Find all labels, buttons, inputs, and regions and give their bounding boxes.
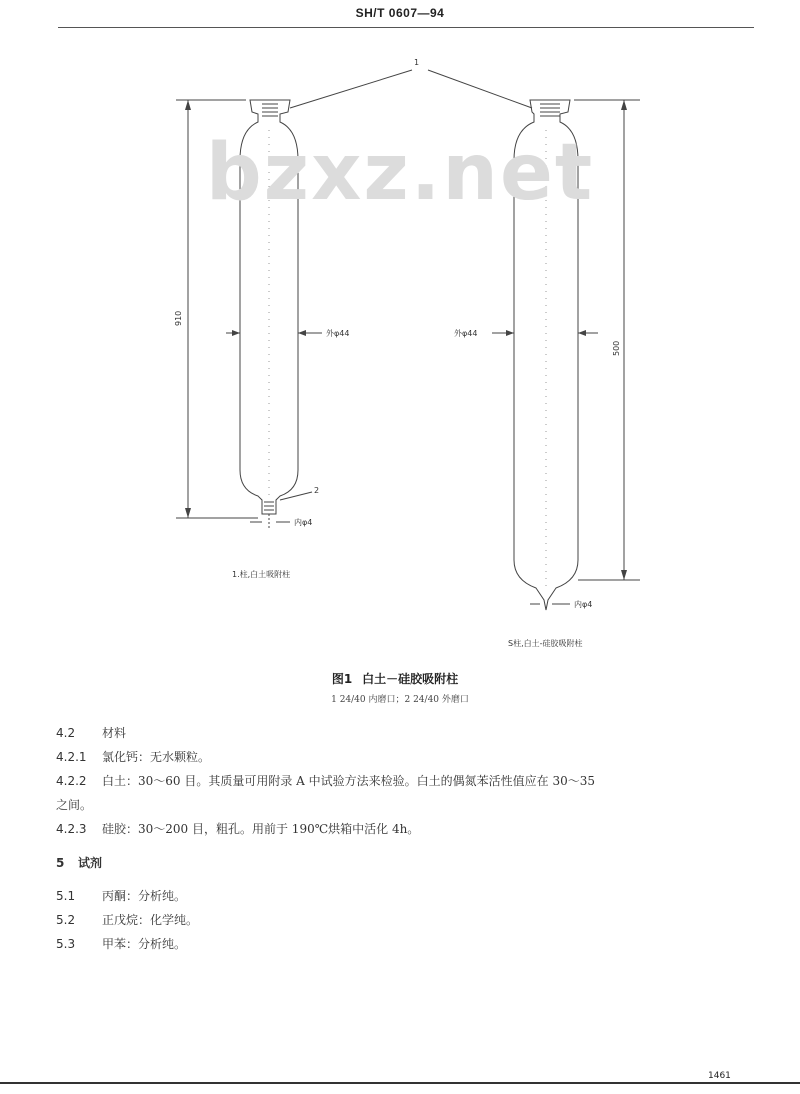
section-5-3	[56, 934, 756, 954]
callout-1-label: 1	[414, 58, 420, 67]
section-number: 4.2.3	[56, 822, 87, 836]
right-sub-caption: S柱,白土-硅胶吸附柱	[508, 639, 583, 648]
callout-2-label: 2	[314, 486, 320, 495]
right-outer-diameter: 外φ44	[454, 329, 478, 338]
footer-rule	[0, 1082, 800, 1084]
section-5-heading	[56, 853, 756, 873]
section-text: 正戊烷：化学纯。	[102, 913, 199, 927]
section-number: 4.2.1	[56, 750, 87, 764]
left-inner-diameter: 内φ4	[294, 518, 313, 527]
section-number: 5	[56, 856, 65, 870]
section-text: 丙酮：分析纯。	[102, 889, 187, 903]
section-text: 试剂	[78, 856, 103, 870]
section-5-1	[56, 886, 756, 906]
figure-title-text: 白土－硅胶吸附柱	[362, 672, 459, 686]
section-text: 氯化钙：无水颗粒。	[102, 750, 211, 764]
section-number: 5.1	[56, 889, 76, 903]
standard-code: SH/T 0607—94	[355, 6, 445, 20]
figure-title	[0, 670, 800, 687]
left-outer-diameter: 外φ44	[326, 329, 350, 338]
watermark: bzxz.net	[205, 128, 595, 218]
section-text: 硅胶：30～200 目，粗孔。用前于 190℃烘箱中活化 4h。	[102, 822, 420, 836]
figure-number: 图1	[331, 672, 353, 686]
section-text: 材料	[102, 726, 127, 740]
page-number: 1461	[708, 1071, 731, 1081]
left-height-dimension: 910	[174, 310, 183, 326]
section-5-2	[56, 910, 756, 930]
section-number: 5.2	[56, 913, 76, 927]
left-column-drawing	[176, 100, 322, 528]
section-4-2-2	[56, 771, 756, 791]
section-number: 5.3	[56, 937, 76, 951]
section-text: 白土：30～60 目。其质量可用附录 A 中试验方法来检验。白土的偶氮苯活性值应在 30～35	[102, 774, 596, 788]
section-number: 4.2	[56, 726, 76, 740]
section-text: 甲苯：分析纯。	[102, 937, 187, 951]
section-4-2-3	[56, 819, 756, 839]
left-sub-caption: 1.柱,白土吸附柱	[232, 570, 291, 579]
section-4-2-2-continued: 之间。	[56, 798, 93, 812]
right-height-dimension: 500	[612, 340, 621, 356]
section-4-2	[56, 723, 756, 743]
right-inner-diameter: 内φ4	[574, 600, 593, 609]
section-number: 4.2.2	[56, 774, 87, 788]
section-4-2-1	[56, 747, 756, 767]
callout-1-leader-left	[290, 70, 412, 108]
callout-1-leader-right	[428, 70, 532, 108]
figure-note: 1 24/40 内磨口；2 24/40 外磨口	[331, 695, 469, 705]
